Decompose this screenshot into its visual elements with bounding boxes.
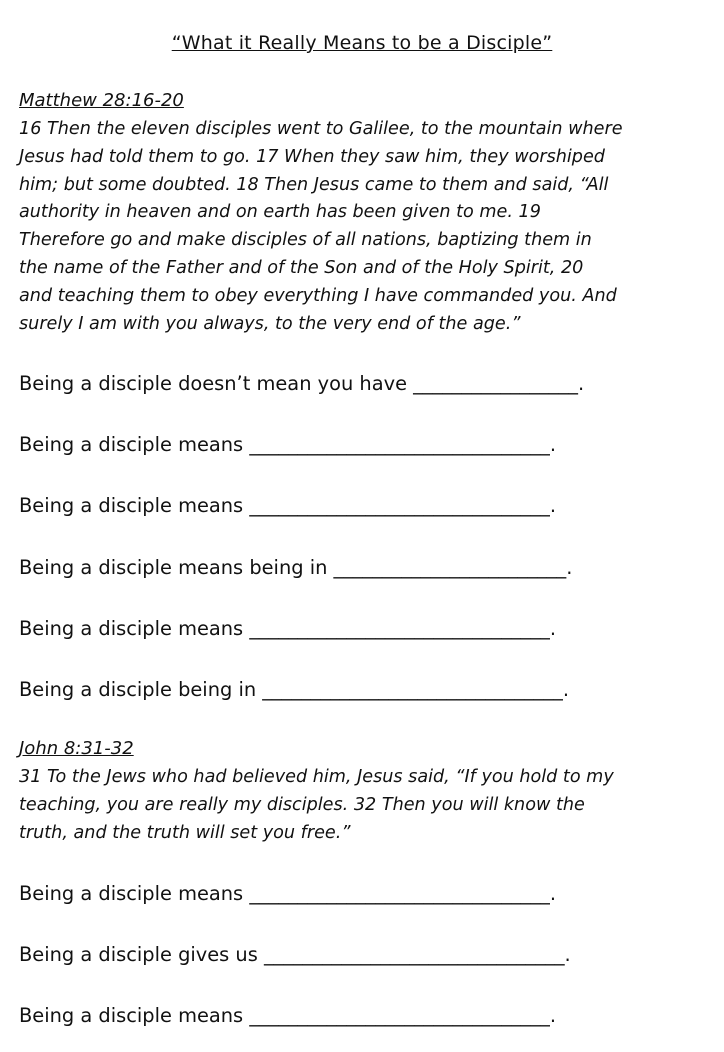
passage-line: him; but some doubted. 18 Then Jesus came to them and said, “All [19,174,609,195]
passage-line: Therefore go and make disciples of all nations, baptizing them in [19,230,592,251]
passage-line: truth, and the truth will set you free.” [19,822,351,843]
fill-in-statement: Being a disciple means _______________________________. [19,1004,557,1027]
fill-in-statement: Being a disciple being in _______________________________. [19,678,570,701]
scripture-reference-matthew: Matthew 28:16-20 [19,90,184,111]
passage-line: Jesus had told them to go. 17 When they saw him, they worshiped [19,146,605,167]
fill-in-statement: Being a disciple gives us _______________________________. [19,943,571,966]
fill-in-statement: Being a disciple means _______________________________. [19,882,557,905]
page-title: “What it Really Means to be a Disciple” [171,32,553,54]
passage-line: and teaching them to obey everything I have commanded you. And [19,285,617,306]
scripture-reference-john: John 8:31-32 [19,738,134,759]
fill-in-statement: Being a disciple means _______________________________. [19,433,557,456]
passage-line: surely I am with you always, to the very end of the age.” [19,313,521,334]
passage-line: authority in heaven and on earth has been given to me. 19 [19,202,541,223]
scripture-passage-matthew [19,116,719,338]
passage-line: 16 Then the eleven disciples went to Galilee, to the mountain where [19,119,623,139]
scripture-passage-john [19,764,719,847]
fill-in-statement: Being a disciple means being in ________________________. [19,556,573,579]
passage-line: 31 To the Jews who had believed him, Jesus said, “If you hold to my [19,767,614,787]
fill-in-statement: Being a disciple means _______________________________. [19,617,557,640]
fill-in-statement: Being a disciple doesn’t mean you have _________________. [19,372,585,395]
passage-line: the name of the Father and of the Son and of the Holy Spirit, 20 [19,257,584,278]
fill-in-statement: Being a disciple means _______________________________. [19,494,557,517]
passage-line: teaching, you are really my disciples. 32 Then you will know the [19,794,585,815]
